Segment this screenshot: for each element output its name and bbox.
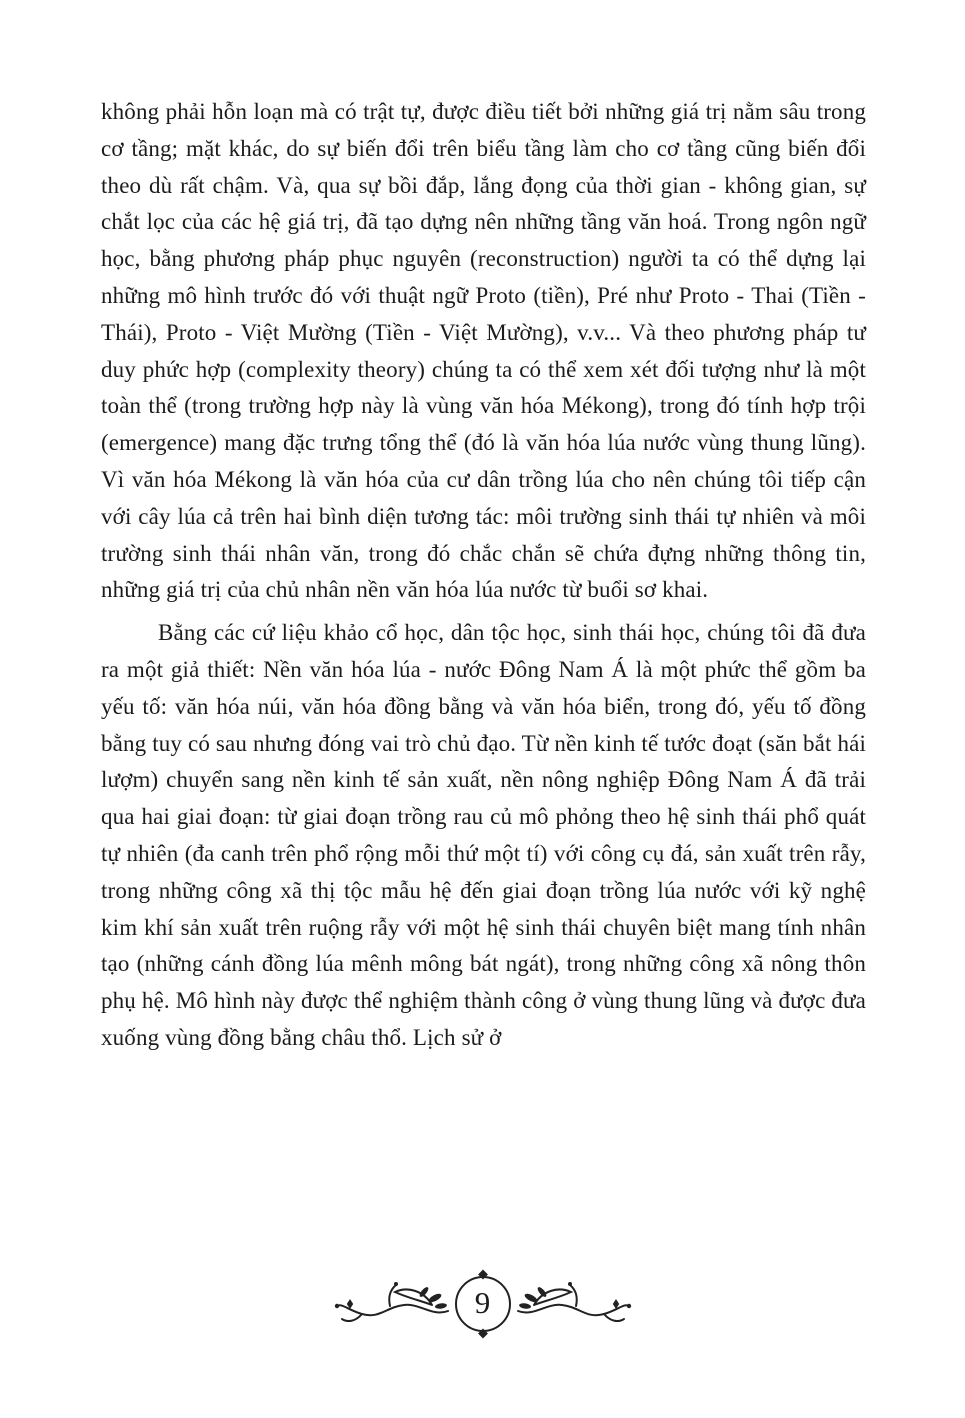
- page-footer-ornament: [0, 1272, 965, 1336]
- floral-ornament-left-icon: [332, 1275, 450, 1333]
- page-text: [101, 94, 866, 1057]
- page-number-badge: [455, 1276, 511, 1332]
- page-number: 9: [474, 1285, 491, 1320]
- body-paragraph-2: Bằng các cứ liệu khảo cổ học, dân tộc học, sinh thái học, chúng tôi đã đưa ra một giả thiết: Nền văn hóa lúa - nước Đông Nam Á là một phức thể gồm ba yếu tố: văn hóa núi, văn hóa đồng bằng và văn hóa biển, trong đó, yếu tố đồng bằng tuy có sau nhưng đóng vai trò chủ đạo. Từ nền kinh tế tước đoạt (săn bắt hái lượm) chuyển sang nền kinh tế sản xuất, nền nông nghiệp Đông Nam Á đã trải qua hai giai đoạn: từ giai đoạn trồng rau củ mô phỏng theo hệ sinh thái phổ quát tự nhiên (đa canh trên phổ rộng mỗi thứ một tí) với công cụ đá, sản xuất trên rẫy, trong những công xã thị tộc mẫu hệ đến giai đoạn trồng lúa nước với kỹ nghệ kim khí sản xuất trên ruộng rẫy với một hệ sinh thái chuyên biệt mang tính nhân tạo (những cánh đồng lúa mênh mông bát ngát), trong những công xã nông thôn phụ hệ. Mô hình này được thể nghiệm thành công ở vùng thung lũng và được đưa xuống vùng đồng bằng châu thổ. Lịch sử ở: [101, 620, 866, 1050]
- floral-ornament-right-icon: [516, 1275, 634, 1333]
- body-paragraph-1: không phải hỗn loạn mà có trật tự, được điều tiết bởi những giá trị nằm sâu trong cơ tầng; mặt khác, do sự biến đổi trên biểu tầng làm cho cơ tầng cũng biến đổi theo dù rất chậm. Và, qua sự bồi đắp, lắng đọng của thời gian - không gian, sự chắt lọc của các hệ giá trị, đã tạo dựng nên những tầng văn hoá. Trong ngôn ngữ học, bằng phương pháp phục nguyên (reconstruction) người ta có thể dựng lại những mô hình trước đó với thuật ngữ Proto (tiền), Pré như Proto - Thai (Tiền - Thái), Proto - Việt Mường (Tiền - Việt Mường), v.v... Và theo phương pháp tư duy phức hợp (complexity theory) chúng ta có thể xem xét đối tượng như là một toàn thể (trong trường hợp này là vùng văn hóa Mékong), trong đó tính hợp trội (emergence) mang đặc trưng tổng thể (đó là văn hóa lúa nước vùng thung lũng). Vì văn hóa Mékong là văn hóa của cư dân trồng lúa cho nên chúng tôi tiếp cận với cây lúa cả trên hai bình diện tương tác: môi trường sinh thái tự nhiên và môi trường sinh thái nhân văn, trong đó chắc chắn sẽ chứa đựng những thông tin, những giá trị của chủ nhân nền văn hóa lúa nước từ buổi sơ khai.: [101, 99, 866, 603]
